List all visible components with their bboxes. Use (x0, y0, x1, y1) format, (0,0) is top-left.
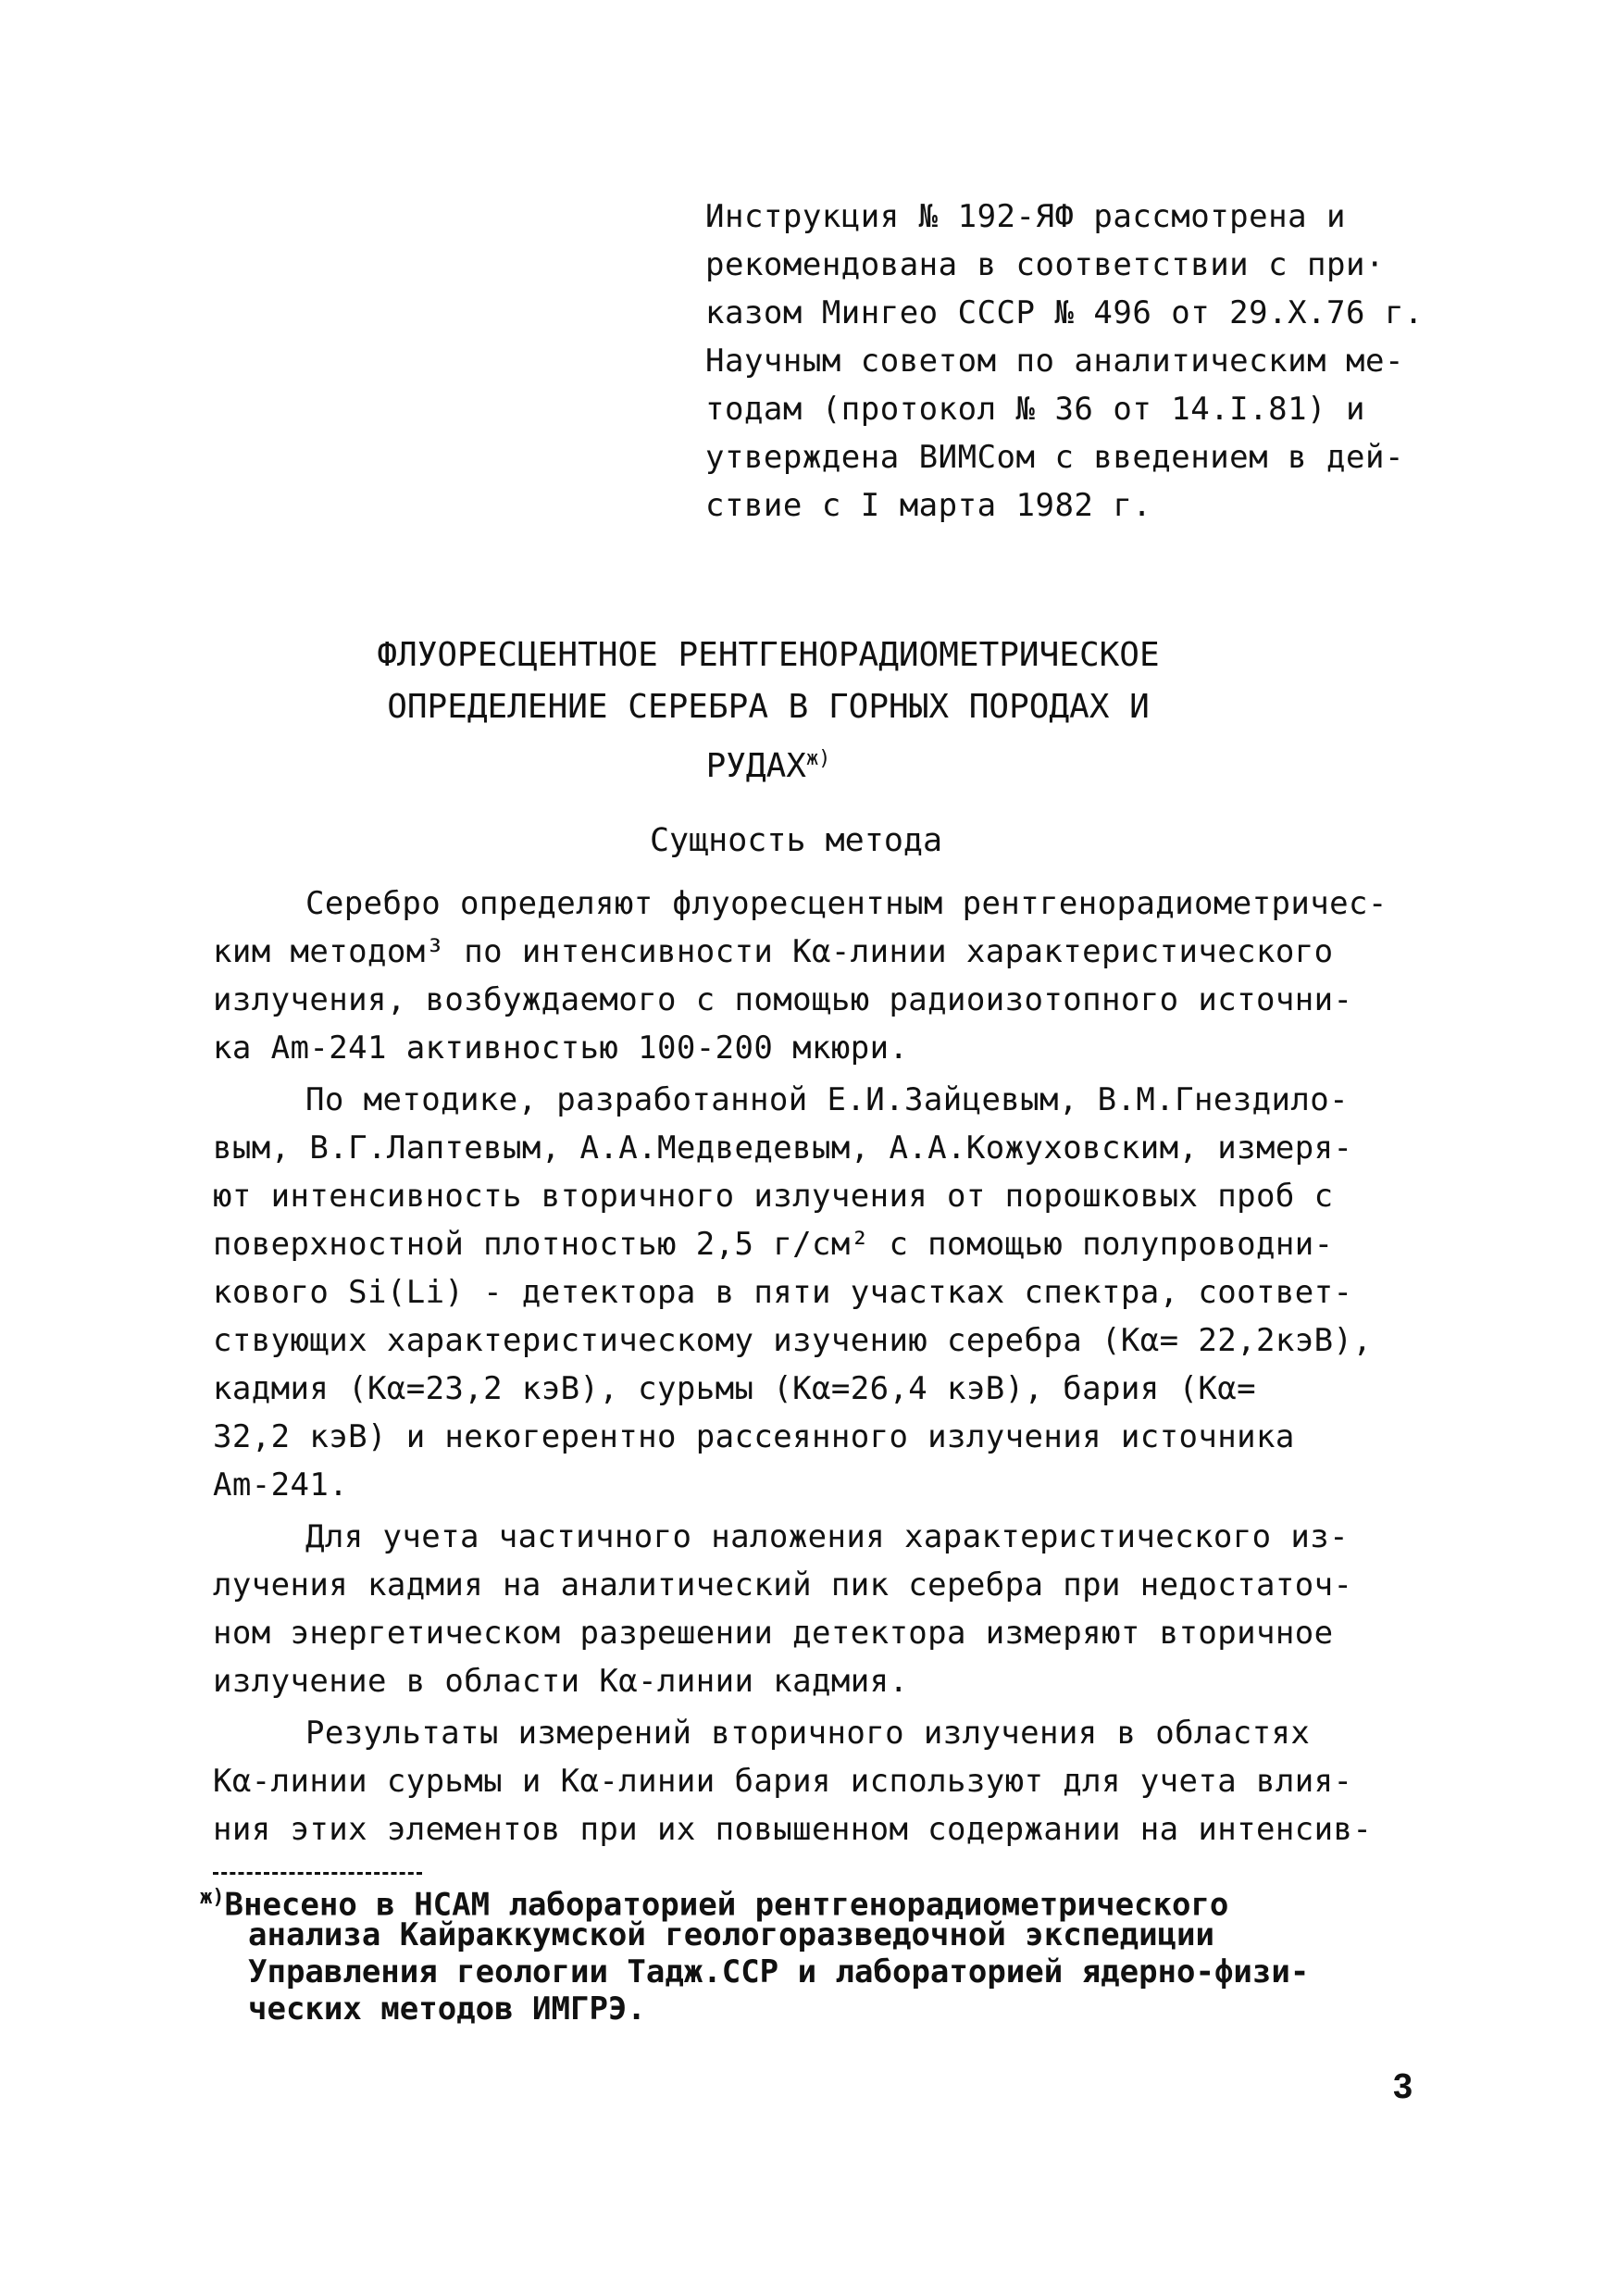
approval-line: Инструкция № 192-ЯФ рассмотрена и (705, 198, 1347, 235)
body-text (213, 880, 1444, 1853)
page-number: 3 (1393, 2067, 1413, 2106)
approval-line: ствие с I марта 1982 г. (705, 487, 1152, 524)
body-line: ствующих характеристическому изучению серебра (Kα= 22,2кэВ), (213, 1322, 1373, 1359)
footnote-line: Управления геологии Тадж.ССР и лабораторией ядерно-физи- (248, 1953, 1310, 1990)
body-line: Серебро определяют флуоресцентным рентгенорадиометричес- (305, 885, 1388, 922)
body-line: ка Am-241 активностью 100-200 мкюри. (213, 1029, 909, 1067)
body-line: Kα-линии сурьмы и Kα-линии бария используют для учета влия- (213, 1763, 1353, 1800)
approval-line: Научным советом по аналитическим ме- (705, 343, 1404, 380)
document-title (352, 630, 1185, 785)
footnote-line (200, 1879, 1450, 1924)
footnote-line-text: Внесено в НСАМ лабораторией рентгенорадиометрического (224, 1886, 1229, 1924)
approval-note (705, 193, 1446, 530)
approval-line: рекомендована в соответствии с при· (705, 246, 1385, 283)
footnote-line: анализа Кайраккумской геологоразведочной экспедиции (248, 1916, 1214, 1953)
body-line: ния этих элементов при их повышенном содержании на интенсив- (213, 1811, 1373, 1848)
body-line: ют интенсивность вторичного излучения от порошковых проб с (213, 1178, 1334, 1215)
approval-line: тодам (протокол № 36 от 14.I.81) и (705, 391, 1365, 428)
body-line: ном энергетическом разрешении детектора измеряют вторичное (213, 1615, 1334, 1652)
body-line: излучение в области Kα-линии кадмия. (213, 1663, 909, 1700)
body-line: Результаты измерений вторичного излучения в областях (305, 1715, 1311, 1752)
body-line: кового Si(Li) - детектора в пяти участках спектра, соответ- (213, 1274, 1353, 1311)
title-footnote-mark: ж) (805, 747, 831, 770)
body-line: лучения кадмия на аналитический пик серебра при недостаточ- (213, 1566, 1353, 1603)
footnote-divider (213, 1872, 422, 1875)
body-line: кадмия (Kα=23,2 кэВ), сурьмы (Kα=26,4 кэВ), бария (Kα= (213, 1370, 1256, 1407)
title-line-3 (352, 733, 1185, 785)
approval-line: утверждена ВИМСом с введением в дей- (705, 439, 1404, 476)
footnote (200, 1879, 1450, 2028)
title-line-2: ОПРЕДЕЛЕНИЕ СЕРЕБРА В ГОРНЫХ ПОРОДАХ И (387, 688, 1150, 726)
title-line-1: ФЛУОРЕСЦЕНТНОЕ РЕНТГЕНОРАДИОМЕТРИЧЕСКОЕ (377, 636, 1160, 674)
body-line: Am-241. (213, 1466, 349, 1504)
approval-line: казом Мингео СССР № 496 от 29.Х.76 г. (705, 294, 1424, 331)
title-line-3-text: РУДАХ (705, 747, 806, 785)
footnote-mark: ж) (200, 1886, 225, 1909)
body-line: Для учета частичного наложения характеристического из- (305, 1518, 1349, 1555)
section-heading: Сущность метода (649, 822, 943, 859)
body-line: 32,2 кэВ) и некогерентно рассеянного излучения источника (213, 1418, 1295, 1455)
body-line: излучения, возбуждаемого с помощью радиоизотопного источни- (213, 981, 1353, 1018)
body-line: вым, В.Г.Лаптевым, А.А.Медведевым, А.А.Кожуховским, измеря- (213, 1129, 1353, 1167)
body-line: ким методом³ по интенсивности Kα-линии характеристического (213, 933, 1334, 970)
body-line: По методике, разработанной Е.И.Зайцевым, В.М.Гнездило- (305, 1081, 1349, 1118)
footnote-line: ческих методов ИМГРЭ. (248, 1990, 646, 2028)
body-line: поверхностной плотностью 2,5 г/см² с помощью полупроводни- (213, 1226, 1334, 1263)
